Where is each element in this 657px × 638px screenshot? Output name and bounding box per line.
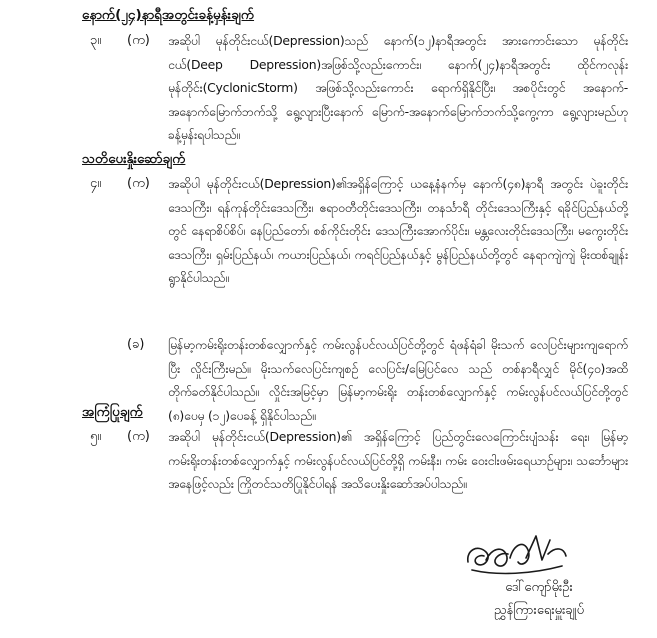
paragraph-number: ၅။ xyxy=(90,429,102,444)
paragraph-text: အဆိုပါ မုန်တိုင်းငယ်(Depression)သည် နောက်(၁၂)နာရီအတွင်း အားကောင်းသော မုန်တိုင်းငယ်(Deep Depression)အဖြစ်သို့လည်းကောင်း၊ နောက်(၂၄)နာရီအတွင်း ထိုင်ကလုန်းမုန်တိုင်း(CyclonicStorm) အဖြစ်သို့လည်းကောင်း ရောက်ရှိနိုင်ပြီး၊ အစပိုင်းတွင် အနောက်-အနောက်မြောက်ဘက်သို့ ရွေ့လျားပြီးနောက် မြောက်-အနောက်မြောက်ဘက်သို့ကွေ့ကာ ရွေ့လျားမည်ဟု ခန့်မှန်းရပါသည်။ xyxy=(168,33,628,142)
section-heading-advice: အကြံပြုချက် xyxy=(82,404,143,420)
paragraph-sub: (က) xyxy=(127,33,150,48)
paragraph-text: အဆိုပါ မုန်တိုင်းငယ်(Depression)၏အရှိန်ကြောင့် ယနေ့နံနက်မှ နောက်(၄၈)နာရီ အတွင်း ပဲခူးတိုင်းဒေသကြီး၊ ရန်ကုန်တိုင်းဒေသကြီး၊ ဧရာဝတီတိုင်းဒေသကြီး၊ တနင်္သာရီ တိုင်းဒေသကြီးနှင့် ရခိုင်ပြည်နယ်တို့တွင် နေရာစိပ်စိပ်၊ နေပြည်တော်၊ စစ်ကိုင်းတိုင်း ဒေသကြီးအောက်ပိုင်း၊ မန္တလေးတိုင်းဒေသကြီး၊ မကွေးတိုင်းဒေသကြီး၊ ရှမ်းပြည်နယ်၊ ကယားပြည်နယ်၊ ကရင်ပြည်နယ်နှင့် မွန်ပြည်နယ်တို့တွင် နေရာကျဲကျဲ မိုးထစ်ချုန်း ရွာနိုင်ပါသည်။ xyxy=(168,176,628,285)
paragraph-text: မြန်မာ့ကမ်းရိုးတန်းတစ်လျှောက်နှင့် ကမ်းလွန်ပင်လယ်ပြင်တို့တွင် ရံဖန်ရံခါ မိုးသက် လေပြင်းများကျရောက်ပြီး လှိုင်းကြီးမည်။ မိုးသက်လေပြင်းကျစဉ် လေပြင်း/မြေပြင်လေ သည် တစ်နာရီလျှင် မိုင်(၄၀)အထိ တိုက်ခတ်နိုင်ပါသည်။ လှိုင်းအမြင့်မှာ မြန်မာ့ကမ်းရိုး တန်းတစ်လျှောက်နှင့် ကမ်းလွန်ပင်လယ်ပြင်တို့တွင် (၈)ပေမှ (၁၂)ပေခန့် ရှိနိုင်ပါသည်။ xyxy=(168,337,628,423)
signatory-name: ဒေါ်ကျော်မိုးဦး xyxy=(505,580,573,595)
section-heading-forecast: နောက်(၂၄)နာရီအတွင်းခန့်မှန်းချက် xyxy=(82,7,255,23)
paragraph-sub: (က) xyxy=(127,429,150,444)
section-heading-warning: သတိပေးနှိုးဆော်ချက် xyxy=(82,151,186,167)
paragraph-sub: (ခ) xyxy=(127,337,145,352)
signatory-title: ညွှန်ကြားရေးမှူးချုပ် xyxy=(493,603,585,618)
paragraph-number: ၃။ xyxy=(90,33,102,48)
paragraph-number: ၄။ xyxy=(90,176,102,191)
paragraph-sub: (က) xyxy=(127,176,150,191)
paragraph-text: အဆိုပါ မုန်တိုင်းငယ်(Depression)၏ အရှိန်ကြောင့် ပြည်တွင်းလေကြောင်းပျံသန်း ရေး၊ မြန်မာ့ကမ်းရိုးတန်းတစ်လျှောက်နှင့် ကမ်းလွန်ပင်လယ်ပြင်တို့ရှိ ကမ်းနီး၊ ကမ်း ဝေးငါးဖမ်းရေယာဉ်များ၊ သင်္ဘောများအနေဖြင့်လည်း ကြိုတင်သတိပြုနိုင်ပါရန် အသိပေးနှိုးဆော်အပ်ပါသည်။ xyxy=(168,429,628,491)
